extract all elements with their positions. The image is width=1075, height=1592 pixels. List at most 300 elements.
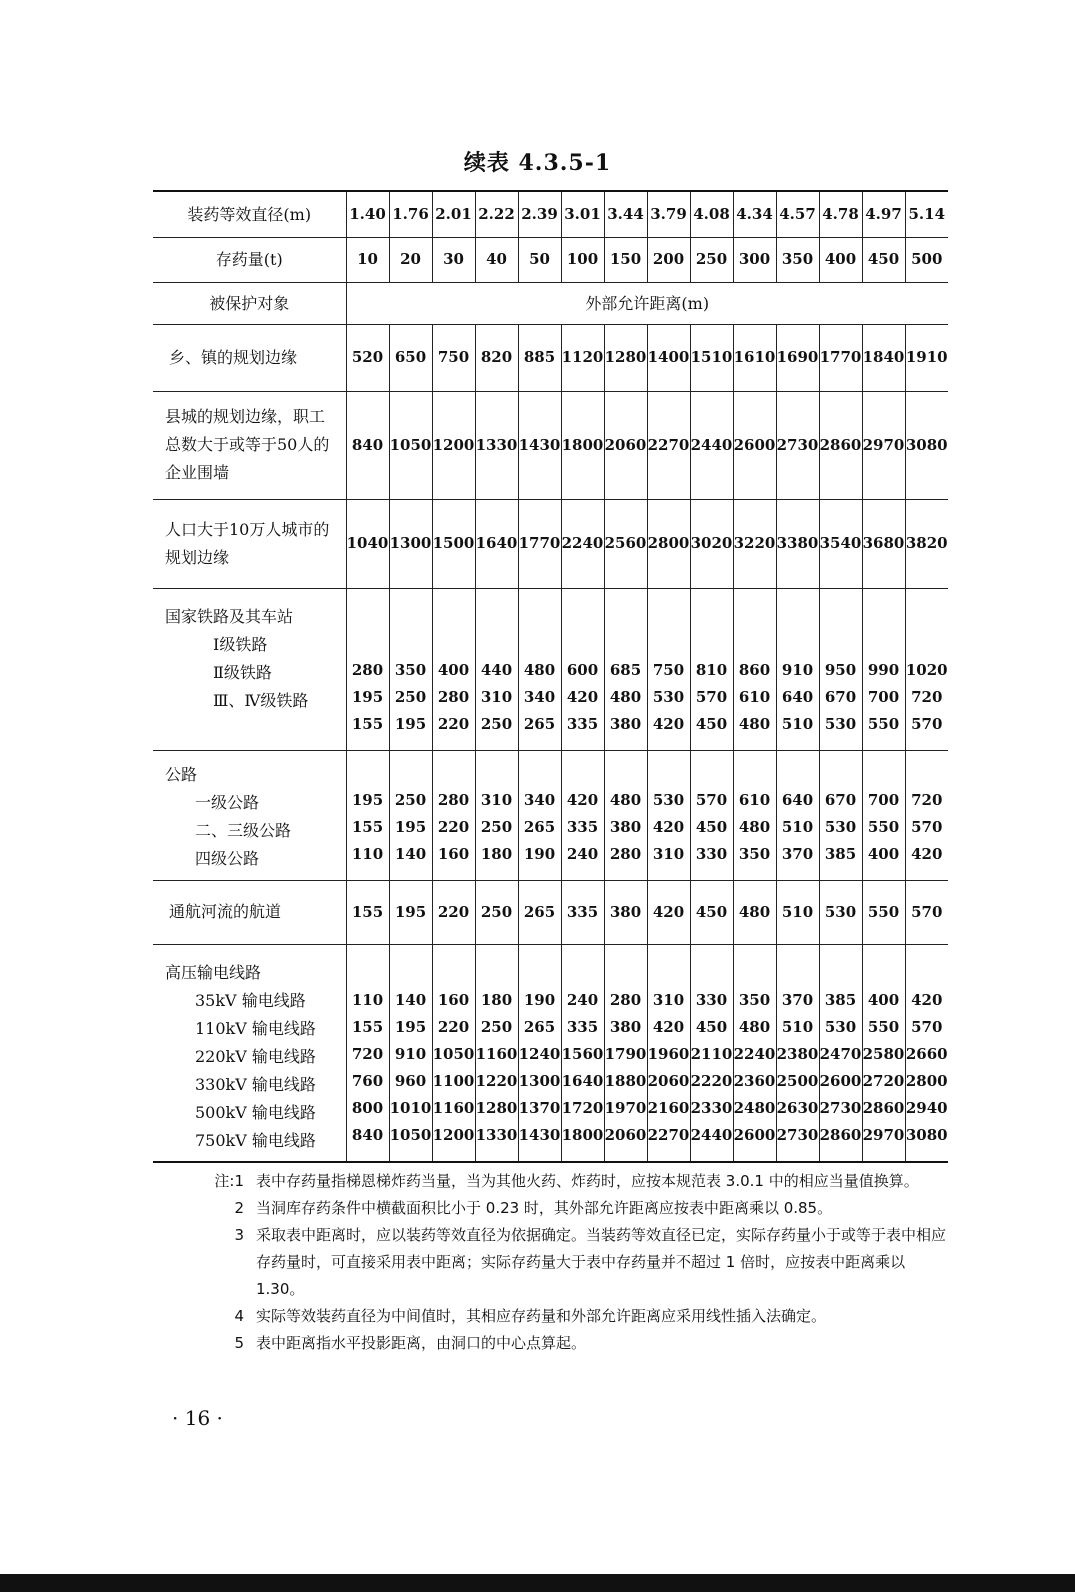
note-item (186, 1168, 956, 1195)
diameter-cell: 4.78 (819, 191, 862, 237)
value: 195 (394, 714, 427, 733)
value: 640 (781, 687, 814, 706)
value: 1560 (561, 1045, 604, 1063)
value: 2440 (690, 1126, 733, 1144)
value: 1370 (518, 1099, 561, 1117)
value: 860 (738, 660, 771, 679)
value: 250 (480, 817, 513, 836)
value: 380 (609, 817, 642, 836)
value: 2580 (862, 1045, 905, 1063)
sub-row-label: 750kV 输电线路 (195, 1130, 316, 1150)
value: 2860 (819, 1126, 862, 1144)
value: 195 (394, 1018, 427, 1036)
value: 160 (437, 991, 470, 1009)
value-cell: 1120 (561, 324, 604, 391)
value-cell (862, 750, 905, 880)
diameter-cell: 3.01 (561, 191, 604, 237)
value: 480 (738, 1018, 771, 1036)
quantity-cell: 10 (346, 237, 389, 282)
value-cell (346, 588, 389, 750)
sub-row-label: 一级公路 (195, 792, 260, 812)
quantity-cell: 40 (475, 237, 518, 282)
value: 370 (781, 844, 814, 863)
value-cell (561, 944, 604, 1162)
distance-label: 外部允许距离(m) (346, 282, 948, 324)
value: 180 (480, 844, 513, 863)
value-cell (733, 588, 776, 750)
sub-row-label: 220kV 输电线路 (195, 1046, 316, 1066)
value: 250 (480, 714, 513, 733)
value-cell: 1910 (905, 324, 948, 391)
value-cell (862, 588, 905, 750)
value-cell (690, 944, 733, 1162)
value-cell: 550 (862, 880, 905, 944)
value: 220 (437, 714, 470, 733)
value-cell: 1510 (690, 324, 733, 391)
value-cell: 820 (475, 324, 518, 391)
value-cell: 3020 (690, 499, 733, 588)
quantity-cell: 250 (690, 237, 733, 282)
value: 370 (781, 991, 814, 1009)
value-cell: 2440 (690, 391, 733, 499)
row-label (153, 750, 346, 880)
value: 640 (781, 790, 814, 809)
note-text: 当洞库存药条件中横截面积比小于 0.23 时，其外部允许距离应按表中距离乘以 0.85。 (256, 1199, 833, 1217)
value-cell (776, 750, 819, 880)
value-cell (389, 750, 432, 880)
value-cell: 1800 (561, 391, 604, 499)
value: 2500 (776, 1072, 819, 1090)
group-heading: 高压输电线路 (165, 962, 262, 982)
value-cell: 1770 (819, 324, 862, 391)
value: 700 (867, 687, 900, 706)
value-cell: 3380 (776, 499, 819, 588)
value-cell: 420 (647, 880, 690, 944)
value: 160 (437, 844, 470, 863)
value: 380 (609, 1018, 642, 1036)
value-cell: 885 (518, 324, 561, 391)
value-cell: 3680 (862, 499, 905, 588)
value: 1020 (905, 660, 948, 679)
diameter-cell: 2.01 (432, 191, 475, 237)
value: 420 (911, 991, 943, 1009)
note-item (186, 1303, 956, 1330)
value: 720 (351, 1045, 384, 1063)
value-cell: 1280 (604, 324, 647, 391)
sub-row-label: 二、三级公路 (195, 820, 292, 840)
quantity-cell: 300 (733, 237, 776, 282)
value: 110 (351, 991, 384, 1009)
quantity-cell: 350 (776, 237, 819, 282)
value: 220 (437, 1018, 470, 1036)
value: 335 (566, 817, 599, 836)
value: 190 (523, 991, 556, 1009)
value-cell: 1640 (475, 499, 518, 588)
value-cell (819, 588, 862, 750)
value: 570 (911, 817, 943, 836)
value-cell: 3080 (905, 391, 948, 499)
value-cell: 335 (561, 880, 604, 944)
value: 1640 (561, 1072, 604, 1090)
value: 480 (609, 790, 642, 809)
value-cell: 3540 (819, 499, 862, 588)
value: 480 (738, 714, 771, 733)
value: 420 (911, 844, 943, 863)
value: 280 (351, 660, 384, 679)
value: 140 (394, 991, 427, 1009)
value: 1160 (432, 1099, 475, 1117)
value-cell (432, 588, 475, 750)
value: 700 (867, 790, 900, 809)
diameter-cell: 3.44 (604, 191, 647, 237)
quantity-row (153, 237, 948, 282)
value-cell: 1770 (518, 499, 561, 588)
value-cell: 265 (518, 880, 561, 944)
value: 400 (867, 844, 900, 863)
value: 2730 (776, 1126, 819, 1144)
value-cell (518, 588, 561, 750)
value: 1010 (389, 1099, 432, 1117)
value-cell (604, 588, 647, 750)
value: 990 (867, 660, 900, 679)
value-cell (561, 588, 604, 750)
value: 1330 (475, 1126, 518, 1144)
sub-row-label: Ⅱ级铁路 (213, 662, 272, 682)
value: 420 (652, 714, 685, 733)
value-cell: 1300 (389, 499, 432, 588)
quantity-cell: 50 (518, 237, 561, 282)
value: 1800 (561, 1126, 604, 1144)
value: 280 (437, 790, 470, 809)
value: 420 (566, 790, 599, 809)
value-cell (690, 588, 733, 750)
note-number: 4 (234, 1307, 244, 1325)
sub-row-label: 500kV 输电线路 (195, 1102, 316, 1122)
quantity-cell: 400 (819, 237, 862, 282)
value-cell (432, 944, 475, 1162)
value-cell: 1050 (389, 391, 432, 499)
value: 550 (867, 817, 900, 836)
diameter-row (153, 191, 948, 237)
value-cell: 450 (690, 880, 733, 944)
sub-row-label: Ⅲ、Ⅳ级铁路 (213, 690, 309, 710)
value: 1160 (475, 1045, 518, 1063)
diameter-cell: 2.22 (475, 191, 518, 237)
quantity-cell: 450 (862, 237, 905, 282)
value-cell: 750 (432, 324, 475, 391)
sub-row-label: 35kV 输电线路 (195, 990, 306, 1010)
value: 385 (824, 844, 857, 863)
value: 2630 (776, 1099, 819, 1117)
value: 1960 (647, 1045, 690, 1063)
note-item (186, 1195, 956, 1222)
table-row-group (153, 588, 948, 750)
value-cell: 1400 (647, 324, 690, 391)
value: 350 (738, 991, 771, 1009)
note-text: 实际等效装药直径为中间值时，其相应存药量和外部允许距离应采用线性插入法确定。 (256, 1307, 827, 1325)
value: 350 (394, 660, 427, 679)
diameter-cell: 2.39 (518, 191, 561, 237)
value: 1280 (475, 1099, 518, 1117)
value: 265 (523, 714, 556, 733)
value: 155 (351, 817, 384, 836)
value-cell (905, 750, 948, 880)
value: 450 (695, 1018, 728, 1036)
value-cell (862, 944, 905, 1162)
value: 195 (394, 817, 427, 836)
value: 530 (824, 817, 857, 836)
note-item (186, 1222, 956, 1303)
table-row (153, 391, 948, 499)
value: 2220 (690, 1072, 733, 1090)
value: 195 (351, 687, 384, 706)
value: 2060 (604, 1126, 647, 1144)
value: 1050 (432, 1045, 475, 1063)
value-cell: 570 (905, 880, 948, 944)
row-label (153, 944, 346, 1162)
quantity-cell: 200 (647, 237, 690, 282)
value-cell (819, 750, 862, 880)
note-number: 3 (234, 1226, 244, 1244)
value-cell (561, 750, 604, 880)
value: 400 (867, 991, 900, 1009)
value-cell (389, 588, 432, 750)
table-row-group (153, 750, 948, 880)
value-cell (475, 588, 518, 750)
value: 310 (652, 844, 685, 863)
value-cell: 380 (604, 880, 647, 944)
value: 420 (652, 1018, 685, 1036)
page-number: · 16 · (172, 1406, 223, 1430)
note-item (186, 1330, 956, 1357)
value: 600 (566, 660, 599, 679)
quantity-label: 存药量(t) (153, 237, 346, 282)
row-label: 人口大于10万人城市的规划边缘 (153, 499, 346, 588)
value-cell (905, 588, 948, 750)
value: 155 (351, 1018, 384, 1036)
quantity-cell: 500 (905, 237, 948, 282)
diameter-cell: 4.08 (690, 191, 733, 237)
value-cell: 3820 (905, 499, 948, 588)
value: 2970 (862, 1126, 905, 1144)
value: 800 (351, 1099, 384, 1117)
value: 685 (609, 660, 642, 679)
value-cell (647, 750, 690, 880)
diameter-cell: 5.14 (905, 191, 948, 237)
value: 2330 (690, 1099, 733, 1117)
value: 2480 (733, 1099, 776, 1117)
value-cell (905, 944, 948, 1162)
value: 480 (738, 817, 771, 836)
value: 760 (351, 1072, 384, 1090)
value-cell: 1430 (518, 391, 561, 499)
value: 570 (911, 1018, 943, 1036)
value: 140 (394, 844, 427, 863)
value: 3080 (905, 1126, 948, 1144)
value: 240 (566, 844, 599, 863)
value: 950 (824, 660, 857, 679)
note-text: 采取表中距离时，应以装药等效直径为依据确定。当装药等效直径已定，实际存药量小于或等于表中相应存药量时，可直接采用表中距离；实际存药量大于表中存药量并不超过 1 倍时，应按表中距离乘以 1.30。 (256, 1226, 947, 1298)
value: 2600 (733, 1126, 776, 1144)
diameter-label: 装药等效直径(m) (153, 191, 346, 237)
value: 380 (609, 714, 642, 733)
quantity-cell: 100 (561, 237, 604, 282)
value: 310 (652, 991, 685, 1009)
value-cell: 2800 (647, 499, 690, 588)
row-label: 通航河流的航道 (153, 880, 346, 944)
value-cell: 1840 (862, 324, 905, 391)
value-cell (690, 750, 733, 880)
value-cell (518, 750, 561, 880)
value: 810 (695, 660, 728, 679)
value: 2060 (647, 1072, 690, 1090)
value: 280 (437, 687, 470, 706)
value: 550 (867, 714, 900, 733)
value: 2160 (647, 1099, 690, 1117)
protected-label: 被保护对象 (153, 282, 346, 324)
value-cell (475, 750, 518, 880)
value: 2730 (819, 1099, 862, 1117)
value: 570 (695, 790, 728, 809)
diameter-cell: 3.79 (647, 191, 690, 237)
value: 250 (480, 1018, 513, 1036)
value-cell (647, 944, 690, 1162)
value-cell (475, 944, 518, 1162)
note-number: 注:1 (214, 1172, 244, 1190)
value-cell (819, 944, 862, 1162)
value: 1200 (432, 1126, 475, 1144)
group-heading: 国家铁路及其车站 (165, 606, 294, 626)
value: 530 (652, 687, 685, 706)
value-cell (604, 750, 647, 880)
value: 2860 (862, 1099, 905, 1117)
value: 480 (609, 687, 642, 706)
value: 400 (437, 660, 470, 679)
value-cell: 2970 (862, 391, 905, 499)
value: 450 (695, 817, 728, 836)
value-cell: 2560 (604, 499, 647, 588)
value-cell: 520 (346, 324, 389, 391)
value-cell: 2730 (776, 391, 819, 499)
value: 265 (523, 1018, 556, 1036)
value: 2360 (733, 1072, 776, 1090)
diameter-cell: 4.57 (776, 191, 819, 237)
value-cell (518, 944, 561, 1162)
value: 385 (824, 991, 857, 1009)
value-cell: 3220 (733, 499, 776, 588)
value: 330 (695, 991, 728, 1009)
value: 2720 (862, 1072, 905, 1090)
notes (186, 1168, 956, 1357)
quantity-cell: 150 (604, 237, 647, 282)
value: 670 (824, 790, 857, 809)
diameter-cell: 4.97 (862, 191, 905, 237)
value-cell: 2270 (647, 391, 690, 499)
value-cell (346, 750, 389, 880)
value: 155 (351, 714, 384, 733)
value: 720 (911, 687, 943, 706)
value: 2240 (733, 1045, 776, 1063)
value: 1970 (604, 1099, 647, 1117)
value: 1100 (432, 1072, 475, 1090)
value: 420 (566, 687, 599, 706)
value-cell (647, 588, 690, 750)
sub-row-label: Ⅰ级铁路 (213, 634, 268, 654)
value: 2270 (647, 1126, 690, 1144)
value: 2380 (776, 1045, 819, 1063)
value: 530 (824, 1018, 857, 1036)
value: 1880 (604, 1072, 647, 1090)
value: 190 (523, 844, 556, 863)
value: 250 (394, 687, 427, 706)
value: 420 (652, 817, 685, 836)
row-label: 县城的规划边缘，职工总数大于或等于50人的企业围墙 (153, 391, 346, 499)
value: 2470 (819, 1045, 862, 1063)
value: 960 (394, 1072, 427, 1090)
value: 1220 (475, 1072, 518, 1090)
value: 510 (781, 817, 814, 836)
value: 265 (523, 817, 556, 836)
value: 350 (738, 844, 771, 863)
note-number: 5 (234, 1334, 244, 1352)
value: 340 (523, 687, 556, 706)
value: 720 (911, 790, 943, 809)
value: 335 (566, 1018, 599, 1036)
value: 220 (437, 817, 470, 836)
value: 340 (523, 790, 556, 809)
value: 550 (867, 1018, 900, 1036)
value-cell (733, 750, 776, 880)
value-cell: 840 (346, 391, 389, 499)
value-cell: 530 (819, 880, 862, 944)
value-cell: 1610 (733, 324, 776, 391)
value: 480 (523, 660, 556, 679)
note-text: 表中距离指水平投影距离，由洞口的中心点算起。 (256, 1334, 587, 1352)
value: 1050 (389, 1126, 432, 1144)
value: 530 (824, 714, 857, 733)
value: 1240 (518, 1045, 561, 1063)
value-cell: 1330 (475, 391, 518, 499)
value: 570 (911, 714, 943, 733)
value: 750 (652, 660, 685, 679)
value: 2800 (905, 1072, 948, 1090)
row-label (153, 588, 346, 750)
note-text: 表中存药量指梯恩梯炸药当量，当为其他火药、炸药时，应按本规范表 3.0.1 中的相应当量值换算。 (256, 1172, 919, 1190)
value: 335 (566, 714, 599, 733)
value-cell: 510 (776, 880, 819, 944)
value: 510 (781, 1018, 814, 1036)
table-row (153, 880, 948, 944)
group-heading: 公路 (165, 764, 198, 784)
value: 2110 (690, 1045, 733, 1063)
value-cell (733, 944, 776, 1162)
value: 2660 (905, 1045, 948, 1063)
value-cell: 2860 (819, 391, 862, 499)
value-cell (776, 944, 819, 1162)
value: 250 (394, 790, 427, 809)
value: 180 (480, 991, 513, 1009)
diameter-cell: 1.76 (389, 191, 432, 237)
note-number: 2 (234, 1199, 244, 1217)
value: 610 (738, 790, 771, 809)
value-cell: 1690 (776, 324, 819, 391)
value-cell: 1040 (346, 499, 389, 588)
value: 240 (566, 991, 599, 1009)
value-cell: 195 (389, 880, 432, 944)
value: 2940 (905, 1099, 948, 1117)
value: 1430 (518, 1126, 561, 1144)
value: 280 (609, 991, 642, 1009)
